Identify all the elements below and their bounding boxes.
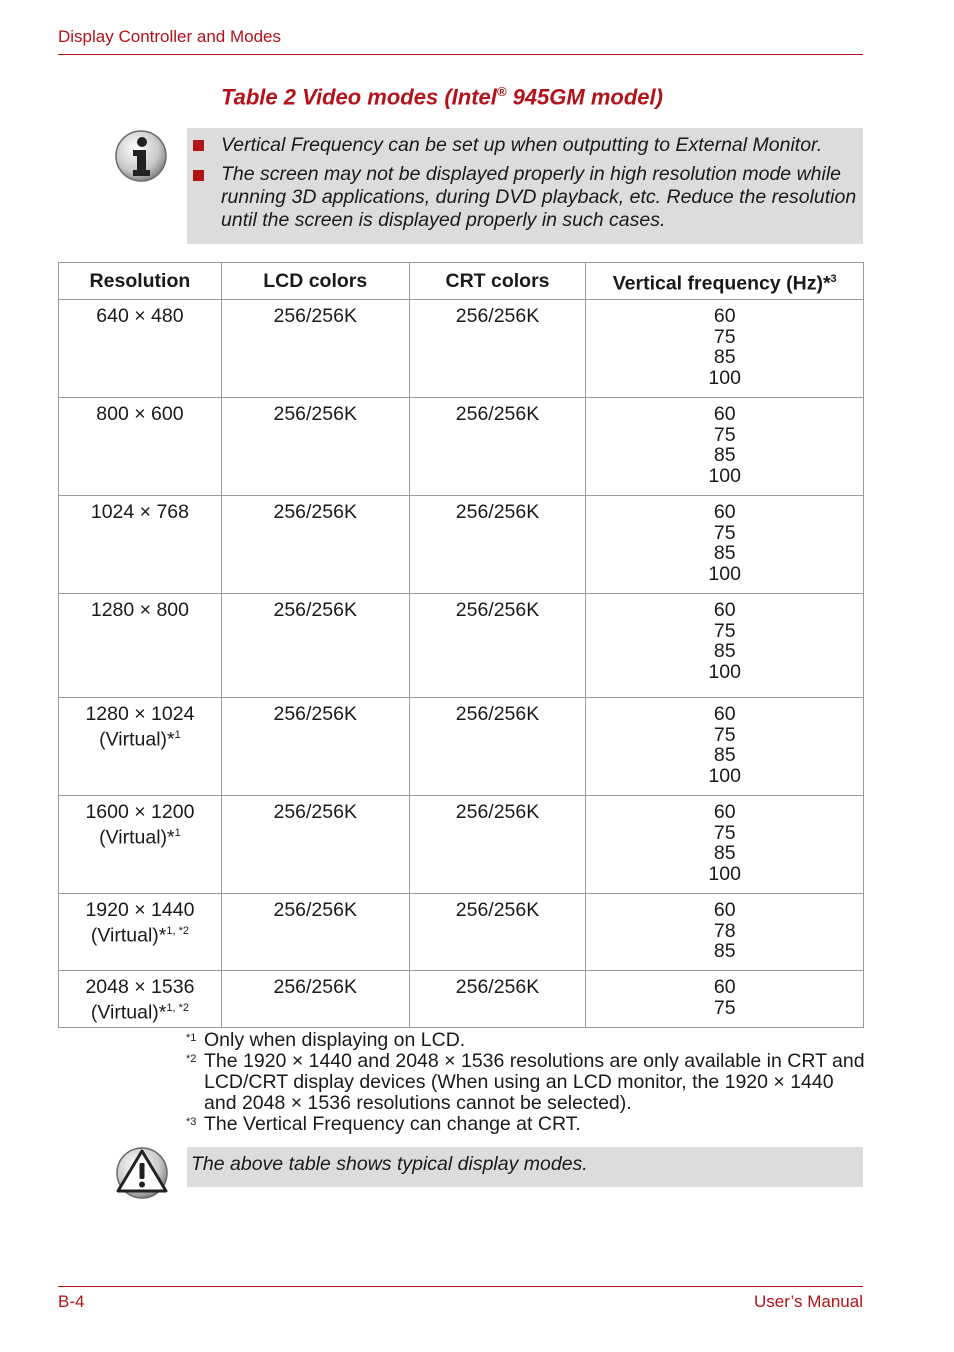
frequency-value: 85: [713, 640, 736, 662]
frequency-value: 75: [713, 723, 736, 746]
header-rule: [58, 54, 863, 55]
footnotes: [186, 1030, 866, 1135]
bullet-square: [193, 140, 204, 151]
frequency-value: 100: [708, 660, 741, 683]
cell-frequency: [586, 300, 864, 398]
col-header-frequency: [586, 263, 864, 300]
resolution-value: 1920 × 1440: [85, 899, 195, 921]
virtual-label: (Virtual)*: [99, 728, 175, 750]
col-header-lcd: LCD colors: [221, 263, 409, 300]
table-row: [59, 796, 864, 894]
frequency-value: 60: [713, 599, 736, 621]
cell-lcd-colors: 256/256K: [221, 300, 409, 398]
footnote: [186, 1030, 866, 1051]
col-header-resolution: Resolution: [59, 263, 222, 300]
frequency-value: 60: [713, 403, 736, 425]
table-title: [221, 84, 663, 110]
resolution-value: 800 × 600: [96, 403, 184, 425]
virtual-label: (Virtual)*: [90, 1001, 167, 1023]
table-row: [59, 971, 864, 1028]
frequency-value: 85: [713, 744, 736, 766]
cell-lcd-colors: 256/256K: [221, 894, 409, 971]
manual-title: User’s Manual: [754, 1292, 863, 1311]
note-item: The screen may not be displayed properly in high resolution mode while running 3D applications, during DVD playback, etc. Reduce the resolution until the screen is displayed properly in such cases.: [221, 163, 857, 231]
virtual-label: (Virtual)*: [99, 826, 175, 848]
frequency-value: 100: [708, 562, 741, 585]
cell-crt-colors: 256/256K: [409, 894, 586, 971]
cell-crt-colors: 256/256K: [409, 300, 586, 398]
footer-rule: [58, 1286, 863, 1287]
virtual-note: [59, 998, 221, 1023]
footnote-mark: *1: [186, 1032, 197, 1044]
cell-resolution: [59, 398, 222, 496]
footnote-ref: 3: [830, 272, 837, 285]
frequency-value: 75: [713, 325, 736, 348]
cell-resolution: [59, 894, 222, 971]
table-row: [59, 300, 864, 398]
cell-lcd-colors: 256/256K: [221, 796, 409, 894]
cell-resolution: [59, 496, 222, 594]
footnote-mark: *3: [186, 1116, 197, 1128]
section-header: Display Controller and Modes: [58, 27, 281, 46]
cell-crt-colors: 256/256K: [409, 698, 586, 796]
frequency-value: 75: [713, 423, 736, 446]
note-item: Vertical Frequency can be set up when outputting to External Monitor.: [221, 134, 823, 156]
frequency-value: 60: [713, 976, 736, 998]
table-title-tail: 945GM model): [506, 84, 663, 110]
frequency-value: 60: [713, 703, 736, 725]
virtual-label: (Virtual)*: [90, 924, 167, 946]
table-row: [59, 398, 864, 496]
warning-icon: [114, 1147, 170, 1203]
resolution-value: 640 × 480: [96, 305, 184, 327]
frequency-value: 75: [713, 521, 736, 544]
cell-resolution: [59, 300, 222, 398]
video-modes-table: [58, 262, 864, 1028]
cell-frequency: [586, 496, 864, 594]
frequency-value: 85: [713, 940, 736, 962]
frequency-value: 100: [708, 764, 741, 787]
footnote: [186, 1114, 866, 1135]
frequency-value: 75: [713, 619, 736, 642]
cell-frequency: [586, 594, 864, 698]
cell-crt-colors: 256/256K: [409, 496, 586, 594]
cell-lcd-colors: 256/256K: [221, 496, 409, 594]
table-title-main: Table 2 Video modes (Intel: [221, 84, 497, 110]
cell-crt-colors: 256/256K: [409, 594, 586, 698]
col-header-frequency-label: Vertical frequency (Hz)*: [612, 272, 831, 294]
table-header-row: [59, 263, 864, 300]
frequency-value: 100: [708, 862, 741, 885]
cell-crt-colors: 256/256K: [409, 971, 586, 1028]
frequency-value: 60: [713, 801, 736, 823]
caution-note-text: The above table shows typical display modes.: [191, 1153, 588, 1175]
footnote-ref: 1, *2: [166, 924, 189, 937]
cell-lcd-colors: 256/256K: [221, 594, 409, 698]
cell-resolution: [59, 971, 222, 1028]
cell-lcd-colors: 256/256K: [221, 398, 409, 496]
virtual-note: [59, 725, 221, 750]
cell-crt-colors: 256/256K: [409, 796, 586, 894]
footnote: [186, 1051, 866, 1114]
table-row: [59, 594, 864, 698]
frequency-value: 100: [708, 464, 741, 487]
frequency-value: 60: [713, 305, 736, 327]
cell-frequency: [586, 971, 864, 1028]
cell-frequency: [586, 894, 864, 971]
footnote-ref: 1: [174, 728, 181, 741]
frequency-value: 75: [713, 821, 736, 844]
frequency-value: 78: [713, 919, 736, 942]
resolution-value: 1280 × 1024: [85, 703, 195, 725]
caution-note-box: [187, 1147, 863, 1187]
table-row: [59, 698, 864, 796]
frequency-value: 85: [713, 842, 736, 864]
bullet-square: [193, 170, 204, 181]
cell-lcd-colors: 256/256K: [221, 971, 409, 1028]
cell-crt-colors: 256/256K: [409, 398, 586, 496]
footnote-ref: 1, *2: [166, 1001, 189, 1014]
registered-mark: ®: [496, 84, 507, 99]
footnote-mark: *2: [186, 1053, 197, 1065]
cell-lcd-colors: 256/256K: [221, 698, 409, 796]
resolution-value: 2048 × 1536: [85, 976, 195, 998]
footnote-ref: 1: [174, 826, 181, 839]
note-box: [187, 128, 863, 244]
resolution-value: 1600 × 1200: [85, 801, 195, 823]
resolution-value: 1024 × 768: [90, 501, 189, 523]
virtual-note: [59, 823, 221, 848]
table-row: [59, 894, 864, 971]
page-number: B-4: [58, 1292, 85, 1311]
frequency-value: 60: [713, 899, 736, 921]
footnote-text: The Vertical Frequency can change at CRT.: [204, 1113, 581, 1135]
frequency-value: 85: [713, 444, 736, 466]
cell-frequency: [586, 398, 864, 496]
virtual-note: [59, 921, 221, 946]
frequency-value: 75: [713, 996, 736, 1019]
frequency-value: 60: [713, 501, 736, 523]
cell-resolution: [59, 796, 222, 894]
footnote-text: The 1920 × 1440 and 2048 × 1536 resolutions are only available in CRT and LCD/CRT display devices (When using an LCD monitor, the 1920 × 1440 and 2048 × 1536 resolutions cannot be selected).: [204, 1050, 865, 1114]
footnote-text: Only when displaying on LCD.: [204, 1029, 466, 1051]
frequency-value: 100: [708, 366, 741, 389]
table-row: [59, 496, 864, 594]
cell-frequency: [586, 796, 864, 894]
resolution-value: 1280 × 800: [90, 599, 189, 621]
cell-frequency: [586, 698, 864, 796]
col-header-crt: CRT colors: [409, 263, 586, 300]
cell-resolution: [59, 698, 222, 796]
frequency-value: 85: [713, 542, 736, 564]
cell-resolution: [59, 594, 222, 698]
frequency-value: 85: [713, 346, 736, 368]
info-icon: [114, 129, 170, 185]
